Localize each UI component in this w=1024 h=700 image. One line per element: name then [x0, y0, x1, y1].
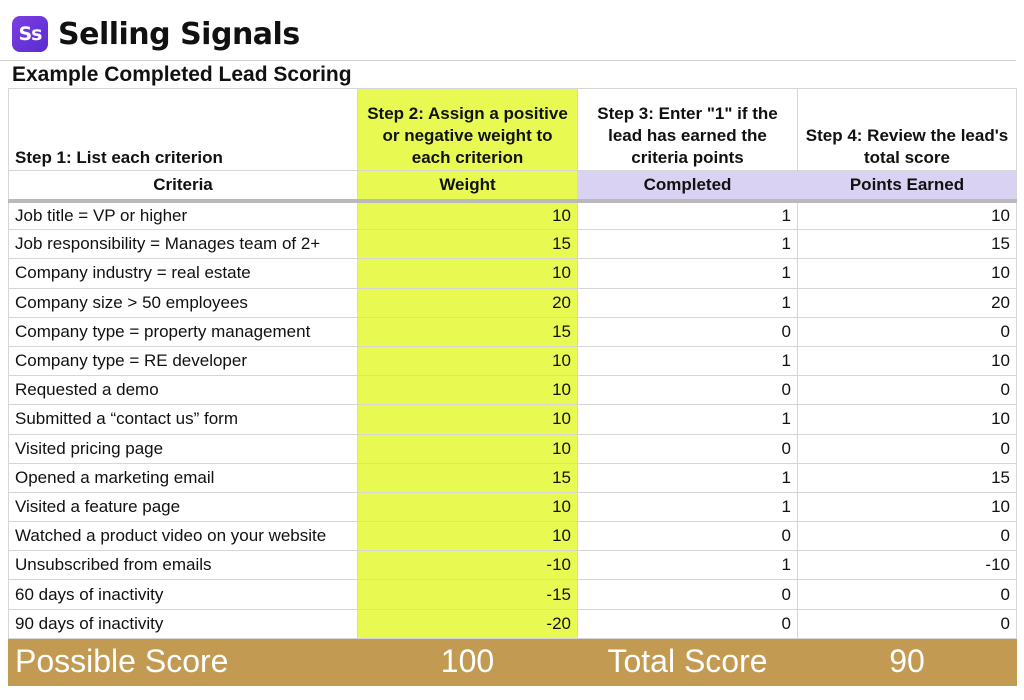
possible-score-value[interactable]: 100 — [358, 638, 578, 685]
points-earned-cell[interactable]: 10 — [798, 492, 1017, 521]
table-row — [9, 522, 1017, 551]
header-criteria[interactable]: Criteria — [9, 171, 358, 201]
weight-cell[interactable]: 15 — [358, 317, 578, 346]
completed-cell[interactable]: 1 — [578, 230, 798, 259]
points-earned-cell[interactable]: 15 — [798, 230, 1017, 259]
criteria-cell[interactable]: Company type = RE developer — [9, 346, 358, 375]
header-completed[interactable]: Completed — [578, 171, 798, 201]
criteria-cell[interactable]: Requested a demo — [9, 376, 358, 405]
completed-cell[interactable]: 1 — [578, 259, 798, 288]
criteria-cell[interactable]: Company type = property management — [9, 317, 358, 346]
criteria-cell[interactable]: Watched a product video on your website — [9, 522, 358, 551]
completed-cell[interactable]: 1 — [578, 463, 798, 492]
criteria-cell[interactable]: Company industry = real estate — [9, 259, 358, 288]
criteria-cell[interactable]: Unsubscribed from emails — [9, 551, 358, 580]
completed-cell[interactable]: 1 — [578, 288, 798, 317]
step1-instruction[interactable]: Step 1: List each criterion — [9, 89, 358, 171]
step2-instruction[interactable]: Step 2: Assign a positive or negative weight to each criterion — [358, 89, 578, 171]
step3-instruction[interactable]: Step 3: Enter "1" if the lead has earned the criteria points — [578, 89, 798, 171]
weight-cell[interactable]: 10 — [358, 405, 578, 434]
column-header-row — [9, 171, 1017, 201]
criteria-cell[interactable]: 60 days of inactivity — [9, 580, 358, 609]
score-summary-row — [9, 638, 1017, 685]
weight-cell[interactable]: 10 — [358, 201, 578, 230]
table-row — [9, 405, 1017, 434]
table-row — [9, 609, 1017, 638]
sheet-title: Example Completed Lead Scoring — [12, 63, 352, 86]
weight-cell[interactable]: 10 — [358, 522, 578, 551]
criteria-cell[interactable]: Submitted a “contact us” form — [9, 405, 358, 434]
points-earned-cell[interactable]: 10 — [798, 405, 1017, 434]
step4-instruction[interactable]: Step 4: Review the lead's total score — [798, 89, 1017, 171]
table-row — [9, 317, 1017, 346]
completed-cell[interactable]: 1 — [578, 551, 798, 580]
table-row — [9, 551, 1017, 580]
completed-cell[interactable]: 1 — [578, 201, 798, 230]
weight-cell[interactable]: 20 — [358, 288, 578, 317]
completed-cell[interactable]: 0 — [578, 522, 798, 551]
brand-name: Selling Signals — [58, 16, 300, 52]
points-earned-cell[interactable]: 0 — [798, 317, 1017, 346]
header-points-earned[interactable]: Points Earned — [798, 171, 1017, 201]
weight-cell[interactable]: -20 — [358, 609, 578, 638]
points-earned-cell[interactable]: 20 — [798, 288, 1017, 317]
criteria-cell[interactable]: Job responsibility = Manages team of 2+ — [9, 230, 358, 259]
table-row — [9, 463, 1017, 492]
table-row — [9, 492, 1017, 521]
step-instructions-row — [9, 89, 1017, 171]
possible-score-label[interactable]: Possible Score — [9, 638, 358, 685]
points-earned-cell[interactable]: 10 — [798, 259, 1017, 288]
table-row — [9, 346, 1017, 375]
points-earned-cell[interactable]: 0 — [798, 434, 1017, 463]
header-weight[interactable]: Weight — [358, 171, 578, 201]
points-earned-cell[interactable]: 10 — [798, 346, 1017, 375]
points-earned-cell[interactable]: -10 — [798, 551, 1017, 580]
criteria-cell[interactable]: Job title = VP or higher — [9, 201, 358, 230]
points-earned-cell[interactable]: 10 — [798, 201, 1017, 230]
completed-cell[interactable]: 0 — [578, 434, 798, 463]
weight-cell[interactable]: 15 — [358, 463, 578, 492]
points-earned-cell[interactable]: 0 — [798, 376, 1017, 405]
completed-cell[interactable]: 1 — [578, 492, 798, 521]
completed-cell[interactable]: 1 — [578, 405, 798, 434]
points-earned-cell[interactable]: 0 — [798, 609, 1017, 638]
table-row — [9, 376, 1017, 405]
criteria-cell[interactable]: Company size > 50 employees — [9, 288, 358, 317]
table-row — [9, 580, 1017, 609]
weight-cell[interactable]: 15 — [358, 230, 578, 259]
completed-cell[interactable]: 0 — [578, 609, 798, 638]
points-earned-cell[interactable]: 0 — [798, 580, 1017, 609]
completed-cell[interactable]: 0 — [578, 317, 798, 346]
weight-cell[interactable]: 10 — [358, 259, 578, 288]
completed-cell[interactable]: 0 — [578, 580, 798, 609]
total-score-value[interactable]: 90 — [798, 638, 1017, 685]
weight-cell[interactable]: 10 — [358, 376, 578, 405]
table-row — [9, 201, 1017, 230]
total-score-label[interactable]: Total Score — [578, 638, 798, 685]
weight-cell[interactable]: 10 — [358, 346, 578, 375]
criteria-cell[interactable]: 90 days of inactivity — [9, 609, 358, 638]
points-earned-cell[interactable]: 0 — [798, 522, 1017, 551]
completed-cell[interactable]: 1 — [578, 346, 798, 375]
table-row — [9, 288, 1017, 317]
criteria-cell[interactable]: Opened a marketing email — [9, 463, 358, 492]
criteria-cell[interactable]: Visited pricing page — [9, 434, 358, 463]
criteria-cell[interactable]: Visited a feature page — [9, 492, 358, 521]
table-row — [9, 434, 1017, 463]
completed-cell[interactable]: 0 — [578, 376, 798, 405]
weight-cell[interactable]: 10 — [358, 434, 578, 463]
brand — [12, 14, 300, 54]
selling-signals-logo-icon: Ss — [12, 16, 48, 52]
lead-scoring-table — [8, 88, 1017, 686]
header-divider — [0, 60, 1016, 61]
table-row — [9, 259, 1017, 288]
weight-cell[interactable]: -15 — [358, 580, 578, 609]
points-earned-cell[interactable]: 15 — [798, 463, 1017, 492]
table-row — [9, 230, 1017, 259]
weight-cell[interactable]: 10 — [358, 492, 578, 521]
weight-cell[interactable]: -10 — [358, 551, 578, 580]
